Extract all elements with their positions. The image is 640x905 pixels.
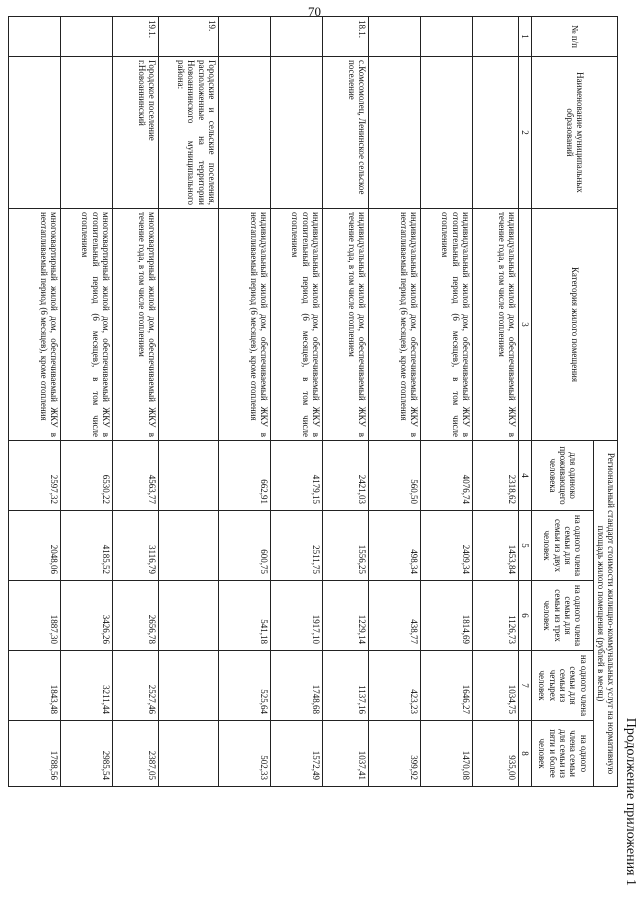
row-number: 19. (158, 17, 218, 57)
value-cell: 1229,14 (322, 581, 368, 651)
column-number: 8 (518, 721, 531, 787)
value-cell: 1453,84 (472, 511, 518, 581)
housing-category: индивидуальный жилой дом, обеспечиваемый ЖКУ в течение года, в том числе отоплением (472, 209, 518, 441)
value-cell: 3426,26 (60, 581, 112, 651)
municipality-name: Городское поселение г.Новоаннинский (112, 57, 158, 209)
row-number (420, 17, 472, 57)
housing-category: многоквартирный жилой дом, обеспечиваемый ЖКУ в отопительный период (6 месяцев), в том числе отоплением (60, 209, 112, 441)
value-cell: 2527,46 (112, 651, 158, 721)
row-number (472, 17, 518, 57)
value-cell: 2421,03 (322, 441, 368, 511)
value-cell: 498,34 (368, 511, 420, 581)
value-cell: 1788,56 (8, 721, 60, 787)
municipality-name (60, 57, 112, 209)
header-municipality: Наименование муниципальных образований (532, 57, 618, 209)
row-number (270, 17, 322, 57)
value-cell: 2409,34 (420, 511, 472, 581)
value-cell: 560,50 (368, 441, 420, 511)
municipality-name: с.Комсомолец, Ленинское сельское поселение (322, 57, 368, 209)
column-number: 4 (518, 441, 531, 511)
value-cell (158, 581, 218, 651)
value-cell: 600,75 (218, 511, 270, 581)
table-row (420, 17, 472, 787)
column-number: 7 (518, 651, 531, 721)
value-cell: 438,77 (368, 581, 420, 651)
value-cell: 1034,75 (472, 651, 518, 721)
value-cell: 399,92 (368, 721, 420, 787)
table-row (472, 17, 518, 787)
value-cell: 4563,77 (112, 441, 158, 511)
rotated-content (10, 12, 640, 892)
continuation-title: Продолжение приложения 1 (623, 717, 638, 886)
value-cell (158, 721, 218, 787)
value-cell: 1814,69 (420, 581, 472, 651)
column-number: 2 (518, 57, 531, 209)
table-row (270, 17, 322, 787)
table-row (218, 17, 270, 787)
value-cell: 1748,68 (270, 651, 322, 721)
municipality-name (472, 57, 518, 209)
value-cell: 502,33 (218, 721, 270, 787)
housing-category: индивидуальный жилой дом, обеспечиваемый ЖКУ в неотапливаемый период (6 месяцев), кроме отопления (218, 209, 270, 441)
row-number: 19.1. (112, 17, 158, 57)
value-cell: 423,23 (368, 651, 420, 721)
header-col-8: на одного члена семьи для семьи из пяти и более человек (532, 721, 594, 787)
row-number (60, 17, 112, 57)
value-cell: 1556,25 (322, 511, 368, 581)
municipality-name (368, 57, 420, 209)
value-cell: 525,64 (218, 651, 270, 721)
value-cell (158, 511, 218, 581)
value-cell: 1470,08 (420, 721, 472, 787)
value-cell: 1887,30 (8, 581, 60, 651)
value-cell: 2318,62 (472, 441, 518, 511)
column-number: 3 (518, 209, 531, 441)
municipality-name (420, 57, 472, 209)
value-cell: 935,00 (472, 721, 518, 787)
table-row (158, 17, 218, 787)
value-cell: 3116,79 (112, 511, 158, 581)
row-number (218, 17, 270, 57)
row-number: 18.1. (322, 17, 368, 57)
standards-table (8, 16, 618, 787)
value-cell: 4185,52 (60, 511, 112, 581)
value-cell: 541,18 (218, 581, 270, 651)
value-cell: 2597,32 (8, 441, 60, 511)
column-numbers-row (518, 17, 531, 787)
table-row (8, 17, 60, 787)
value-cell: 4179,15 (270, 441, 322, 511)
value-cell: 2048,06 (8, 511, 60, 581)
value-cell: 1572,49 (270, 721, 322, 787)
column-number: 5 (518, 511, 531, 581)
value-cell: 6530,22 (60, 441, 112, 511)
housing-category: индивидуальный жилой дом, обеспечиваемый ЖКУ в отопительный период (6 месяцев), в том числе отоплением (420, 209, 472, 441)
municipality-name (270, 57, 322, 209)
table-row (368, 17, 420, 787)
value-cell: 2511,75 (270, 511, 322, 581)
header-standard: Региональный стандарт стоимости жилищно-коммунальных услуг на нормативную площадь жилого помещения (рублей в месяц) (594, 441, 618, 787)
value-cell: 1646,27 (420, 651, 472, 721)
page-number: 70 (308, 4, 321, 19)
municipality-name (8, 57, 60, 209)
value-cell: 2387,05 (112, 721, 158, 787)
value-cell: 2656,78 (112, 581, 158, 651)
value-cell: 1843,48 (8, 651, 60, 721)
row-number (368, 17, 420, 57)
header-col-6: на одного члена семьи для семьи из трех человек (532, 581, 594, 651)
value-cell: 4076,74 (420, 441, 472, 511)
table-row (322, 17, 368, 787)
row-number (8, 17, 60, 57)
header-category: Категория жилого помещения (532, 209, 618, 441)
value-cell: 1126,73 (472, 581, 518, 651)
value-cell: 1917,10 (270, 581, 322, 651)
housing-category: многоквартирный жилой дом, обеспечиваемый ЖКУ в течение года, в том числе отоплением (112, 209, 158, 441)
municipality-name (218, 57, 270, 209)
header-number: № п/п (532, 17, 618, 57)
value-cell (158, 651, 218, 721)
value-cell: 1037,41 (322, 721, 368, 787)
table-row (60, 17, 112, 787)
header-col-4: для одиноко проживающего человека (532, 441, 594, 511)
column-number: 1 (518, 17, 531, 57)
housing-category: индивидуальный жилой дом, обеспечиваемый ЖКУ в отопительный период (6 месяцев), в том числе отоплением (270, 209, 322, 441)
value-cell: 662,91 (218, 441, 270, 511)
value-cell (158, 441, 218, 511)
value-cell: 3211,44 (60, 651, 112, 721)
value-cell: 2985,54 (60, 721, 112, 787)
header-col-7: на одного члена семьи для семьи из четырех человек (532, 651, 594, 721)
housing-category: индивидуальный жилой дом, обеспечиваемый ЖКУ в течение года, в том числе отоплением (322, 209, 368, 441)
housing-category (158, 209, 218, 441)
housing-category: индивидуальный жилой дом, обеспечиваемый ЖКУ в неотапливаемый период (6 месяцев), кроме отопления (368, 209, 420, 441)
table-row (112, 17, 158, 787)
value-cell: 1137,16 (322, 651, 368, 721)
header-col-5: на одного члена семьи для семьи из двух человек (532, 511, 594, 581)
municipality-name: Городские и сельские поселения, расположенные на территории Новоаннинского муниципального района: (158, 57, 218, 209)
housing-category: многоквартирный жилой дом, обеспечиваемый ЖКУ в неотапливаемый период (6 месяцев), кроме отопления (8, 209, 60, 441)
column-number: 6 (518, 581, 531, 651)
